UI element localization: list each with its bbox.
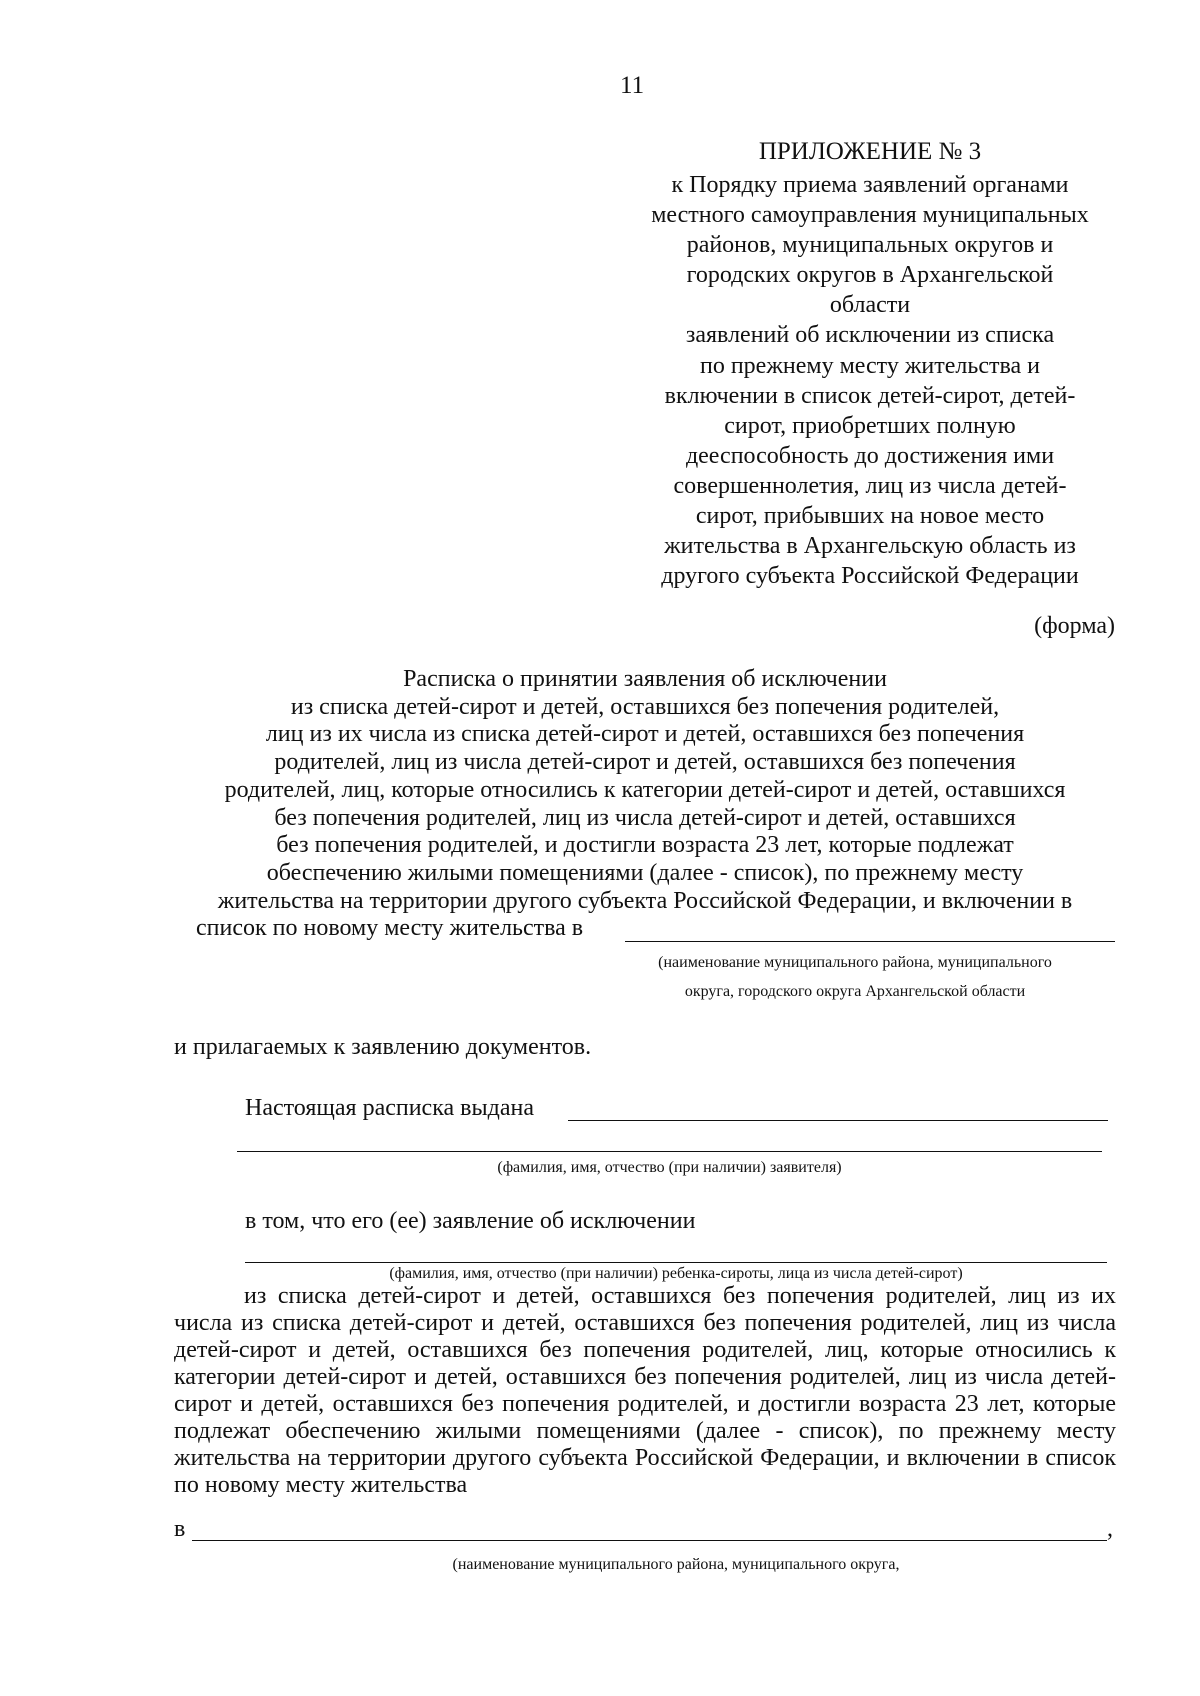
appendix-line: сирот, прибывших на новое место — [695, 503, 1045, 530]
receipt-title-line: родителей, лиц из числа детей-сирот и детей, оставшихся без попечения — [274, 749, 1016, 776]
receipt-title-last-line: список по новому месту жительства в — [196, 915, 584, 941]
applicant-blank-line[interactable] — [237, 1151, 1102, 1152]
child-caption: (фамилия, имя, отчество (при наличии) ребенка-сироты, лица из числа детей-сирот) — [389, 1265, 963, 1282]
form-label: (форма) — [1034, 613, 1115, 639]
issued-to-blank-line[interactable] — [568, 1120, 1108, 1121]
bottom-blank-line[interactable] — [192, 1540, 1107, 1541]
appendix-line: совершеннолетия, лиц из числа детей- — [673, 472, 1067, 499]
appendix-line: включении в список детей-сирот, детей- — [664, 382, 1076, 409]
appendix-line: местного самоуправления муниципальных — [651, 202, 1089, 229]
appendix-line: районов, муниципальных округов и — [686, 232, 1054, 259]
municipality-caption-line2: округа, городского округа Архангельской области — [684, 983, 1026, 1000]
applicant-caption: (фамилия, имя, отчество (при наличии) заявителя) — [497, 1159, 842, 1176]
appendix-line: к Порядку приема заявлений органами — [671, 172, 1069, 198]
appendix-line: дееспособность до достижения ими — [685, 442, 1055, 469]
child-blank-line[interactable] — [245, 1262, 1107, 1263]
bottom-caption: (наименование муниципального района, муниципального округа, — [452, 1556, 900, 1573]
receipt-title-line: Расписка о принятии заявления об исключении — [403, 666, 887, 692]
appendix-line: по прежнему месту жительства и — [699, 352, 1040, 379]
in-prefix: в — [174, 1516, 186, 1542]
receipt-title-line: без попечения родителей, лиц из числа детей-сирот и детей, оставшихся — [274, 804, 1016, 831]
appendix-line: жительства в Архангельскую область из — [664, 533, 1076, 560]
body-paragraph: из списка детей-сирот и детей, оставшихся без попечения родителей, лиц из их числа из списка детей-сирот и детей, оставшихся без попечения родителей, лиц из числа детей-сирот и детей, оставшихся без попечения родителей, лиц, которые относились к категории детей-сирот и детей, оставшихся без попечения родителей, лиц из числа детей-сирот и детей, оставшихся без попечения родителей, и достигли возраста 23 лет, которые подлежат обеспечению жилыми помещениями (далее - список), по прежнему месту жительства на территории другого субъекта Российской Федерации, и включении в список по новому месту жительства — [174, 1283, 1116, 1498]
statement-label: в том, что его (ее) заявление об исключении — [245, 1208, 696, 1234]
receipt-title-line: обеспечению жилыми помещениями (далее - список), по прежнему месту — [266, 859, 1024, 886]
trailing-comma: , — [1107, 1516, 1113, 1542]
appendix-line: городских округов в Архангельской — [686, 262, 1054, 289]
receipt-title — [166, 666, 1124, 915]
appendix-title: ПРИЛОЖЕНИЕ № 3 — [758, 138, 982, 165]
attached-documents-text: и прилагаемых к заявлению документов. — [174, 1034, 592, 1060]
page-number: 11 — [620, 72, 645, 99]
receipt-title-line: жительства на территории другого субъекта Российской Федерации, и включении в — [217, 887, 1073, 914]
appendix-line: области — [829, 292, 911, 319]
appendix-line: сирот, приобретших полную — [724, 412, 1016, 439]
receipt-title-line: лиц из их числа из списка детей-сирот и детей, оставшихся без попечения — [265, 721, 1025, 748]
appendix-line: другого субъекта Российской Федерации — [661, 563, 1079, 590]
receipt-title-line: родителей, лиц, которые относились к категории детей-сирот и детей, оставшихся — [224, 776, 1066, 803]
receipt-title-line: из списка детей-сирот и детей, оставшихся без попечения родителей, — [290, 693, 1000, 720]
municipality-caption-line1: (наименование муниципального района, муниципального — [658, 954, 1052, 971]
municipality-blank-line[interactable] — [625, 941, 1115, 942]
receipt-title-line: без попечения родителей, и достигли возраста 23 лет, которые подлежат — [276, 832, 1014, 859]
appendix-line: заявлений об исключении из списка — [685, 322, 1055, 349]
issued-to-label: Настоящая расписка выдана — [245, 1095, 534, 1121]
appendix-description — [628, 170, 1112, 591]
